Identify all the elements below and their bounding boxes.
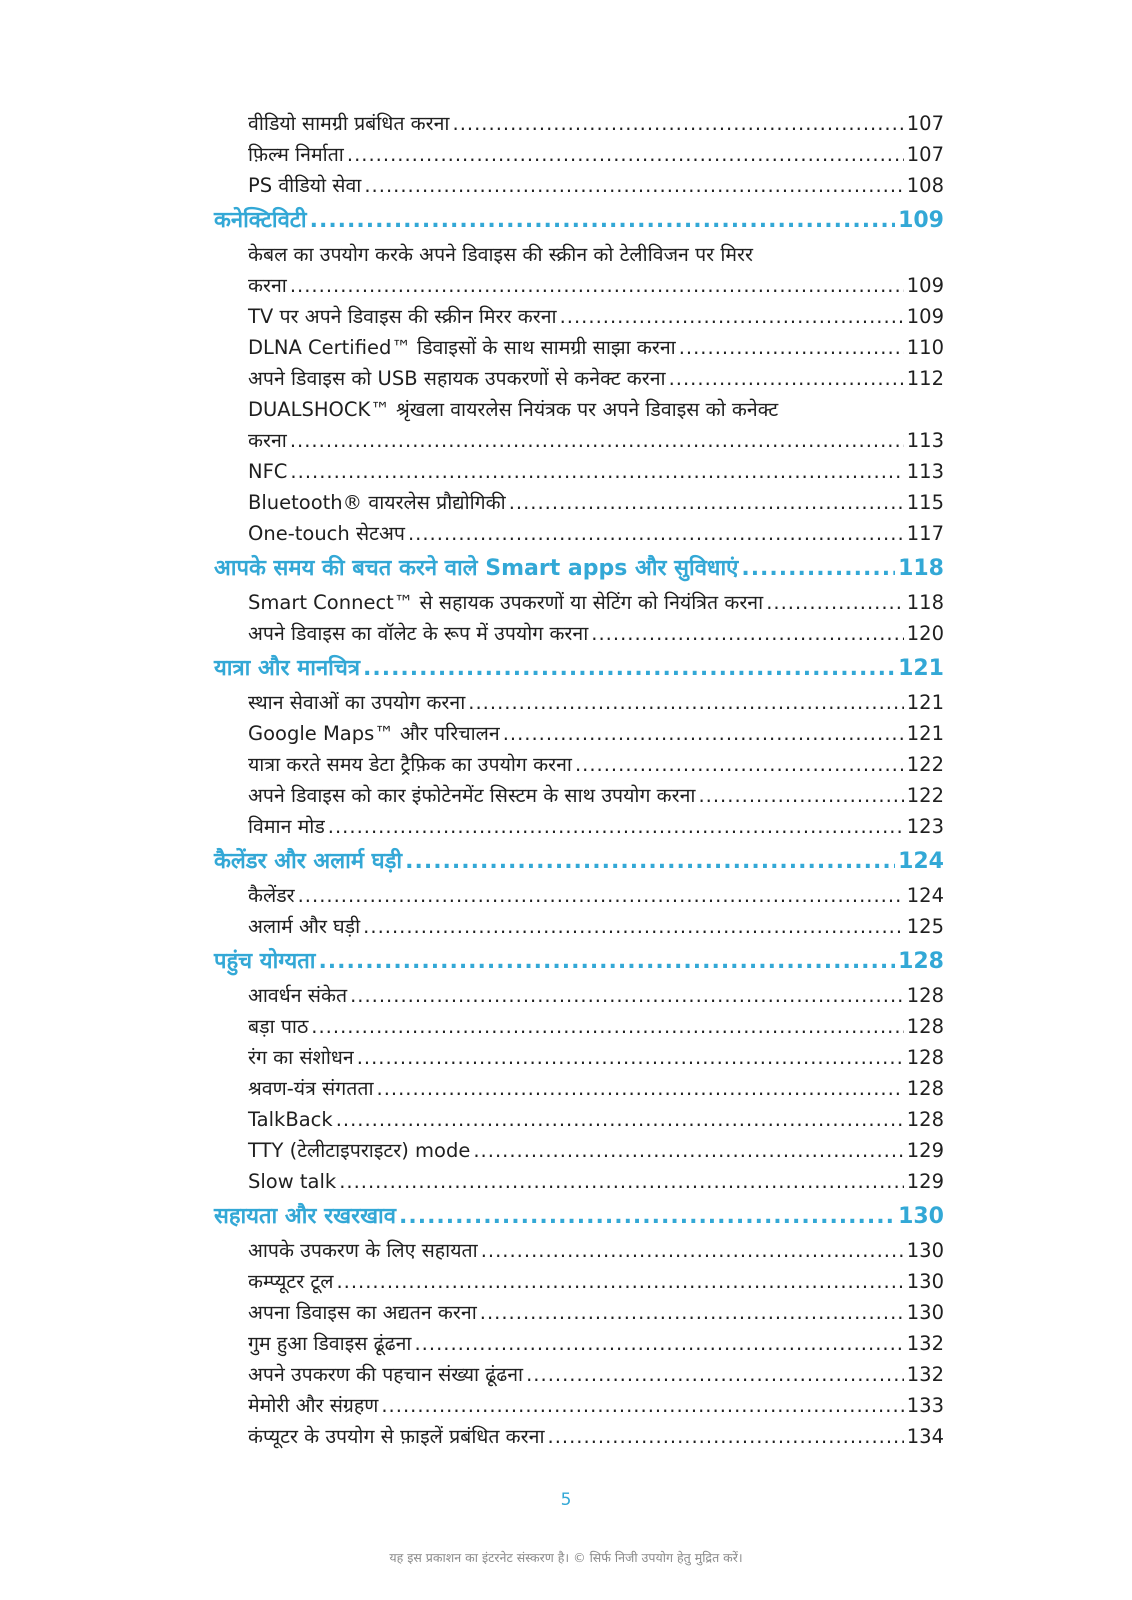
toc-entry[interactable] — [214, 911, 944, 942]
dot-leader — [347, 139, 904, 170]
dot-leader — [290, 270, 904, 301]
dot-leader — [357, 1042, 904, 1073]
toc-entry[interactable] — [214, 1135, 944, 1166]
toc-entry-title: Google Maps™ और परिचालन — [248, 722, 500, 745]
dot-leader — [377, 1073, 904, 1104]
toc-entry[interactable] — [214, 1011, 944, 1042]
toc-entry-title: Slow talk — [248, 1170, 337, 1193]
toc-entry[interactable] — [214, 780, 944, 811]
toc-entry[interactable] — [214, 618, 944, 649]
toc-entry-page: 128 — [906, 984, 944, 1007]
dot-leader — [548, 1421, 904, 1452]
toc-entry-title: बड़ा पाठ — [248, 1015, 309, 1038]
toc-entry-page: 117 — [906, 522, 944, 545]
toc-entry-title: मेमोरी और संग्रहण — [248, 1394, 379, 1417]
toc-entry[interactable] — [214, 880, 944, 911]
toc-entry-title: अपने डिवाइस को कार इंफोटेनमेंट सिस्टम के साथ उपयोग करना — [248, 784, 696, 807]
toc-entry-page: 113 — [906, 460, 944, 483]
toc-entry-title: अपने डिवाइस का वॉलेट के रूप में उपयोग करना — [248, 622, 589, 645]
dot-leader — [679, 332, 904, 363]
toc-entry-page: 130 — [906, 1239, 944, 1262]
toc-entry-title: यात्रा और मानचित्र — [214, 656, 360, 681]
toc-entry[interactable] — [214, 1073, 944, 1104]
toc-entry-page: 133 — [906, 1394, 944, 1417]
dot-leader — [336, 1266, 903, 1297]
toc-entry[interactable] — [214, 1166, 944, 1197]
toc-entry[interactable] — [214, 394, 944, 456]
toc-entry[interactable] — [214, 456, 944, 487]
dot-leader — [453, 108, 904, 139]
toc-entry-title: Smart Connect™ से सहायक उपकरणों या सेटिंग को नियंत्रित करना — [248, 591, 764, 614]
toc-entry-page: 128 — [906, 1108, 944, 1131]
toc-entry-title: पहुंच योग्यता — [214, 949, 316, 974]
toc-entry-page: 110 — [906, 336, 944, 359]
toc-entry-title: NFC — [248, 460, 288, 483]
toc-entry[interactable] — [214, 1266, 944, 1297]
toc-entry[interactable] — [214, 108, 944, 139]
toc-entry-title: DLNA Certified™ डिवाइसों के साथ सामग्री साझा करना — [248, 336, 676, 359]
toc-entry-title: सहायता और रखरखाव — [214, 1204, 396, 1229]
dot-leader — [318, 944, 895, 980]
dot-leader — [591, 618, 903, 649]
toc-entry-title: अपने उपकरण की पहचान संख्या ढूंढना — [248, 1363, 524, 1386]
toc-entry-title: आपके उपकरण के लिए सहायता — [248, 1239, 478, 1262]
toc-entry[interactable] — [214, 1390, 944, 1421]
dot-leader — [290, 456, 903, 487]
dot-leader — [298, 880, 904, 911]
page-number: 5 — [560, 1490, 572, 1510]
toc-entry[interactable] — [214, 718, 944, 749]
toc-entry-page: 121 — [906, 722, 944, 745]
toc-entry-title: One-touch सेटअप — [248, 522, 405, 545]
toc-entry-page: 112 — [906, 367, 944, 390]
dot-leader — [560, 301, 904, 332]
toc-entry-title: केबल का उपयोग करके अपने डिवाइस की स्क्रीन को टेलीविजन पर मिरर — [248, 243, 753, 266]
dot-leader — [766, 587, 904, 618]
toc-entry-title: श्रवण-यंत्र संगतता — [248, 1077, 374, 1100]
toc-entry[interactable] — [214, 749, 944, 780]
toc-entry-page: 109 — [906, 305, 944, 328]
toc-entry-title: वीडियो सामग्री प्रबंधित करना — [248, 112, 450, 135]
toc-entry-page: 134 — [906, 1425, 944, 1448]
toc-entry-page: 130 — [906, 1301, 944, 1324]
toc-entry-page: 122 — [906, 753, 944, 776]
dot-leader — [414, 1328, 903, 1359]
toc-entry-page: 128 — [906, 1046, 944, 1069]
toc-entry[interactable] — [214, 980, 944, 1011]
toc-entry-page: 124 — [906, 884, 944, 907]
toc-entry-page: 128 — [898, 949, 944, 974]
toc-entry-page: 109 — [898, 208, 944, 233]
toc-entry-page: 129 — [906, 1139, 944, 1162]
toc-entry-title: कैलेंडर और अलार्म घड़ी — [214, 849, 403, 874]
toc-entry[interactable] — [214, 587, 944, 618]
toc-entry-page: 120 — [906, 622, 944, 645]
toc-entry[interactable] — [214, 1328, 944, 1359]
toc-entry-page: 121 — [906, 691, 944, 714]
toc-section-heading[interactable] — [214, 1199, 944, 1235]
toc-entry-title: फ़िल्म निर्माता — [248, 143, 344, 166]
toc-section-heading[interactable] — [214, 944, 944, 980]
toc-entry-page: 123 — [906, 815, 944, 838]
toc-section-heading[interactable] — [214, 651, 944, 687]
dot-leader — [481, 1235, 904, 1266]
toc-entry-page: 113 — [906, 429, 944, 452]
toc-entry-page: 130 — [898, 1204, 944, 1229]
dot-leader — [336, 1104, 904, 1135]
toc-entry[interactable] — [214, 139, 944, 170]
dot-leader — [290, 425, 904, 456]
toc-entry-page: 128 — [906, 1077, 944, 1100]
toc-entry[interactable] — [214, 1359, 944, 1390]
toc-entry-page: 125 — [906, 915, 944, 938]
toc-entry-page: 109 — [906, 274, 944, 297]
toc-section-heading[interactable] — [214, 551, 944, 587]
toc-entry-title: कैलेंडर — [248, 884, 295, 907]
toc-entry-page: 108 — [906, 174, 944, 197]
toc-entry-page: 129 — [906, 1170, 944, 1193]
toc-entry-title: गुम हुआ डिवाइस ढूंढना — [248, 1332, 412, 1355]
dot-leader — [473, 1135, 903, 1166]
toc-entry-title: DUALSHOCK™ श्रृंखला वायरलेस नियंत्रक पर अपने डिवाइस को कनेक्ट — [248, 398, 779, 421]
dot-leader — [468, 687, 903, 718]
toc-entry-page: 122 — [906, 784, 944, 807]
toc-entry-title: आपके समय की बचत करने वाले Smart apps और सुविधाएं — [214, 556, 739, 581]
dot-leader — [310, 203, 895, 239]
dot-leader — [575, 749, 904, 780]
toc-entry-title: TalkBack — [248, 1108, 333, 1131]
dot-leader — [698, 780, 903, 811]
toc-entry-page: 107 — [906, 143, 944, 166]
dot-leader — [350, 980, 904, 1011]
toc-entry[interactable] — [214, 1297, 944, 1328]
toc-entry[interactable] — [214, 1235, 944, 1266]
toc-entry-title: स्थान सेवाओं का उपयोग करना — [248, 691, 466, 714]
dot-leader — [339, 1166, 904, 1197]
toc-entry-title: विमान मोड — [248, 815, 325, 838]
toc-entry[interactable] — [214, 1104, 944, 1135]
dot-leader — [669, 363, 904, 394]
toc-entry-title: Bluetooth® वायरलेस प्रौद्योगिकी — [248, 491, 506, 514]
toc-entry-title: यात्रा करते समय डेटा ट्रैफ़िक का उपयोग करना — [248, 753, 572, 776]
toc-entry-page: 118 — [898, 556, 944, 581]
dot-leader — [364, 170, 903, 201]
dot-leader — [509, 487, 904, 518]
toc-entry-title: रंग का संशोधन — [248, 1046, 354, 1069]
dot-leader — [741, 551, 895, 587]
toc-entry[interactable] — [214, 518, 944, 549]
toc-entry-title: कंप्यूटर के उपयोग से फ़ाइलें प्रबंधित करना — [248, 1425, 545, 1448]
toc-entry-page: 115 — [906, 491, 944, 514]
toc-entry-title: PS वीडियो सेवा — [248, 174, 362, 197]
dot-leader — [526, 1359, 904, 1390]
dot-leader — [399, 1199, 895, 1235]
toc-entry-page: 124 — [898, 849, 944, 874]
toc-entry-title: अपने डिवाइस को USB सहायक उपकरणों से कनेक्ट करना — [248, 367, 666, 390]
toc-entry-title: TTY (टेलीटाइपराइटर) mode — [248, 1139, 471, 1162]
toc-entry[interactable] — [214, 1042, 944, 1073]
toc-entry-title-continued: करना — [248, 274, 287, 297]
toc-entry[interactable] — [214, 487, 944, 518]
toc-entry-title: अलार्म और घड़ी — [248, 915, 361, 938]
toc-entry[interactable] — [214, 332, 944, 363]
toc-entry-title: आवर्धन संकेत — [248, 984, 348, 1007]
toc-entry-page: 121 — [898, 656, 944, 681]
toc-entry[interactable] — [214, 1421, 944, 1452]
dot-leader — [480, 1297, 904, 1328]
toc-entry-title: कम्प्यूटर टूल — [248, 1270, 334, 1293]
dot-leader — [363, 911, 904, 942]
dot-leader — [503, 718, 904, 749]
toc-entry[interactable] — [214, 363, 944, 394]
footer-note: यह इस प्रकाशन का इंटरनेट संस्करण है। © सिर्फ निजी उपयोग हेतु मुद्रित करें। — [389, 1550, 743, 1565]
toc-entry[interactable] — [214, 811, 944, 842]
toc-entry-title: कनेक्टिविटी — [214, 208, 307, 233]
table-of-contents — [214, 108, 944, 1452]
dot-leader — [363, 651, 895, 687]
dot-leader — [408, 518, 904, 549]
dot-leader — [311, 1011, 903, 1042]
dot-leader — [381, 1390, 903, 1421]
toc-entry-title-continued: करना — [248, 429, 287, 452]
toc-section-heading[interactable] — [214, 203, 944, 239]
toc-entry[interactable] — [214, 170, 944, 201]
toc-section-heading[interactable] — [214, 844, 944, 880]
toc-entry-title: अपना डिवाइस का अद्यतन करना — [248, 1301, 477, 1324]
dot-leader — [328, 811, 904, 842]
toc-entry[interactable] — [214, 687, 944, 718]
toc-entry[interactable] — [214, 301, 944, 332]
toc-entry-page: 132 — [906, 1363, 944, 1386]
toc-entry-page: 128 — [906, 1015, 944, 1038]
toc-entry-page: 107 — [906, 112, 944, 135]
dot-leader — [405, 844, 895, 880]
toc-entry-title: TV पर अपने डिवाइस की स्क्रीन मिरर करना — [248, 305, 557, 328]
toc-entry-page: 130 — [906, 1270, 944, 1293]
toc-entry-page: 118 — [906, 591, 944, 614]
toc-entry[interactable] — [214, 239, 944, 301]
toc-entry-page: 132 — [906, 1332, 944, 1355]
